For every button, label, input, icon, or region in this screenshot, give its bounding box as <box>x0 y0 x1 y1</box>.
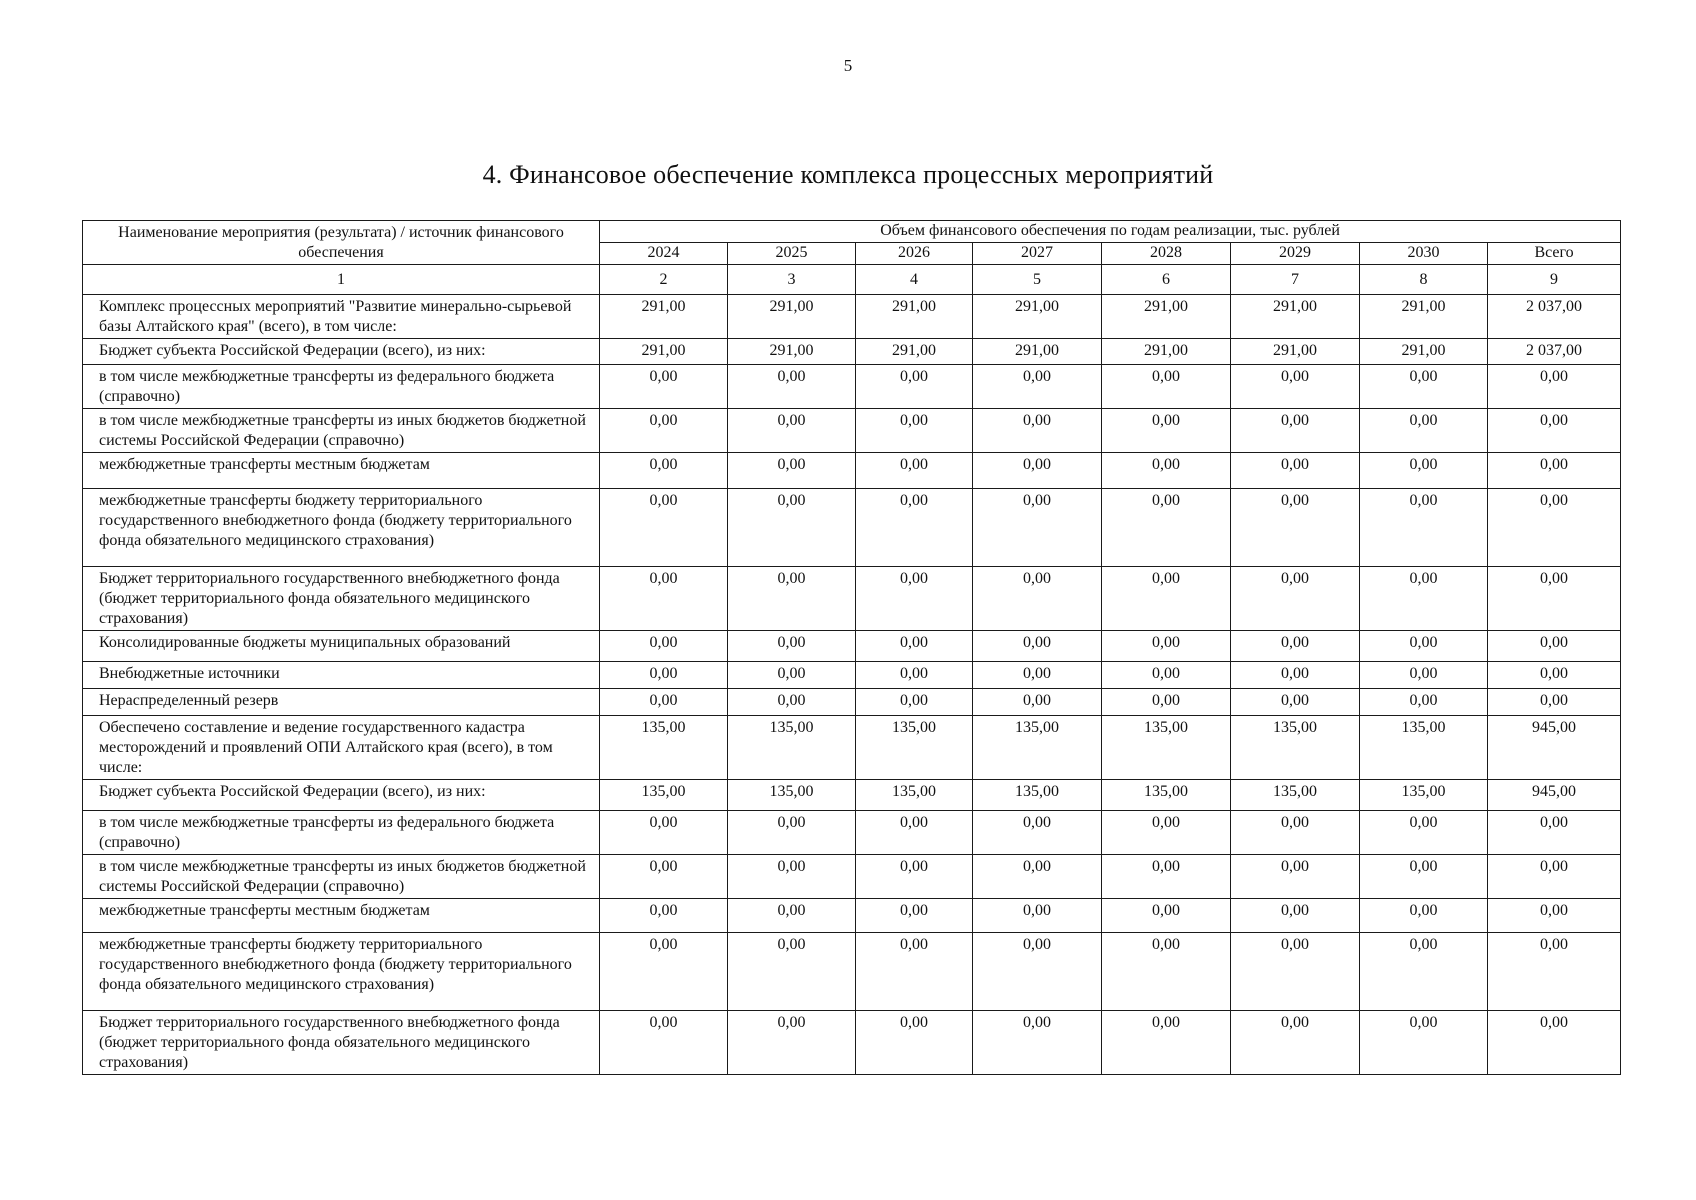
column-number-4: 4 <box>856 265 973 295</box>
table-row <box>83 453 1621 489</box>
row-value-cell: 0,00 <box>856 453 973 489</box>
row-total-cell: 0,00 <box>1488 365 1621 409</box>
row-value-cell: 0,00 <box>856 409 973 453</box>
row-value-cell: 135,00 <box>1360 780 1488 811</box>
row-value-cell: 135,00 <box>1360 716 1488 780</box>
row-name-cell: Бюджет субъекта Российской Федерации (всего), из них: <box>83 339 600 365</box>
row-value-cell: 0,00 <box>728 855 856 899</box>
row-value-cell: 0,00 <box>856 855 973 899</box>
row-value-cell: 291,00 <box>973 295 1102 339</box>
row-value-cell: 0,00 <box>856 489 973 567</box>
row-value-cell: 291,00 <box>856 295 973 339</box>
row-value-cell: 0,00 <box>973 453 1102 489</box>
row-total-cell: 0,00 <box>1488 453 1621 489</box>
row-value-cell: 135,00 <box>1231 716 1360 780</box>
table-row <box>83 567 1621 631</box>
row-value-cell: 0,00 <box>856 567 973 631</box>
row-value-cell: 291,00 <box>973 339 1102 365</box>
row-value-cell: 291,00 <box>728 295 856 339</box>
row-value-cell: 135,00 <box>856 780 973 811</box>
header-name-label: Наименование мероприятия (результата) / источник финансового обеспечения <box>118 224 564 261</box>
row-total-cell: 0,00 <box>1488 489 1621 567</box>
row-value-cell: 291,00 <box>1360 339 1488 365</box>
header-total: Всего <box>1488 243 1621 265</box>
row-value-cell: 0,00 <box>1360 899 1488 933</box>
table-row <box>83 855 1621 899</box>
row-value-cell: 0,00 <box>1102 489 1231 567</box>
row-value-cell: 0,00 <box>1231 689 1360 716</box>
header-row-column-numbers <box>83 265 1621 295</box>
row-name-cell: Бюджет территориального государственного внебюджетного фонда (бюджет территориального фонда обязательного медицинского страхования) <box>83 567 600 631</box>
row-total-cell: 2 037,00 <box>1488 295 1621 339</box>
column-number-6: 6 <box>1102 265 1231 295</box>
row-value-cell: 0,00 <box>600 899 728 933</box>
row-value-cell: 0,00 <box>728 933 856 1011</box>
row-value-cell: 0,00 <box>728 662 856 689</box>
row-value-cell: 0,00 <box>1102 689 1231 716</box>
row-value-cell: 0,00 <box>1231 1011 1360 1075</box>
header-year-2029: 2029 <box>1231 243 1360 265</box>
row-name-cell: Комплекс процессных мероприятий "Развитие минерально-сырьевой базы Алтайского края" (всего), в том числе: <box>83 295 600 339</box>
row-value-cell: 135,00 <box>973 780 1102 811</box>
column-number-1: 1 <box>83 265 600 295</box>
row-value-cell: 0,00 <box>600 631 728 662</box>
row-value-cell: 0,00 <box>973 409 1102 453</box>
row-name-cell: Нераспределенный резерв <box>83 689 600 716</box>
table-row <box>83 689 1621 716</box>
row-value-cell: 135,00 <box>728 716 856 780</box>
row-value-cell: 0,00 <box>728 631 856 662</box>
row-value-cell: 291,00 <box>1102 339 1231 365</box>
row-value-cell: 0,00 <box>973 855 1102 899</box>
page-number: 5 <box>843 56 853 75</box>
row-value-cell: 0,00 <box>856 933 973 1011</box>
row-value-cell: 0,00 <box>1102 933 1231 1011</box>
row-name-cell: Консолидированные бюджеты муниципальных образований <box>83 631 600 662</box>
row-value-cell: 291,00 <box>728 339 856 365</box>
row-value-cell: 0,00 <box>1102 631 1231 662</box>
row-value-cell: 0,00 <box>1360 1011 1488 1075</box>
row-value-cell: 0,00 <box>1102 365 1231 409</box>
row-total-cell: 0,00 <box>1488 933 1621 1011</box>
row-value-cell: 0,00 <box>973 365 1102 409</box>
table-row <box>83 716 1621 780</box>
table-row <box>83 933 1621 1011</box>
table-row <box>83 811 1621 855</box>
row-value-cell: 0,00 <box>1360 662 1488 689</box>
row-value-cell: 0,00 <box>1231 899 1360 933</box>
row-value-cell: 0,00 <box>600 933 728 1011</box>
table-row <box>83 1011 1621 1075</box>
row-value-cell: 0,00 <box>856 365 973 409</box>
row-value-cell: 135,00 <box>973 716 1102 780</box>
table-row <box>83 339 1621 365</box>
row-value-cell: 0,00 <box>1360 933 1488 1011</box>
row-value-cell: 135,00 <box>1102 780 1231 811</box>
row-value-cell: 0,00 <box>1102 855 1231 899</box>
row-name-cell: межбюджетные трансферты бюджету территориального государственного внебюджетного фонда (бюджету территориального фонда обязательного медицинского страхования) <box>83 489 600 567</box>
table-row <box>83 780 1621 811</box>
row-name-cell: Внебюджетные источники <box>83 662 600 689</box>
row-value-cell: 0,00 <box>728 567 856 631</box>
row-value-cell: 291,00 <box>1102 295 1231 339</box>
column-number-9: 9 <box>1488 265 1621 295</box>
row-total-cell: 0,00 <box>1488 811 1621 855</box>
row-value-cell: 0,00 <box>973 1011 1102 1075</box>
row-total-cell: 0,00 <box>1488 899 1621 933</box>
row-value-cell: 0,00 <box>1360 811 1488 855</box>
row-value-cell: 0,00 <box>973 933 1102 1011</box>
row-value-cell: 0,00 <box>973 567 1102 631</box>
row-value-cell: 0,00 <box>856 662 973 689</box>
row-name-cell: межбюджетные трансферты бюджету территориального государственного внебюджетного фонда (бюджету территориального фонда обязательного медицинского страхования) <box>83 933 600 1011</box>
row-value-cell: 0,00 <box>1231 567 1360 631</box>
row-value-cell: 0,00 <box>973 811 1102 855</box>
row-value-cell: 0,00 <box>1231 662 1360 689</box>
row-value-cell: 135,00 <box>1231 780 1360 811</box>
row-value-cell: 0,00 <box>1102 811 1231 855</box>
header-year-2024: 2024 <box>600 243 728 265</box>
table-row <box>83 489 1621 567</box>
row-value-cell: 0,00 <box>973 631 1102 662</box>
row-value-cell: 0,00 <box>1231 631 1360 662</box>
row-value-cell: 0,00 <box>1231 933 1360 1011</box>
row-value-cell: 0,00 <box>973 662 1102 689</box>
row-name-cell: Бюджет субъекта Российской Федерации (всего), из них: <box>83 780 600 811</box>
table-row <box>83 365 1621 409</box>
header-year-2025: 2025 <box>728 243 856 265</box>
row-value-cell: 0,00 <box>600 855 728 899</box>
row-value-cell: 0,00 <box>728 453 856 489</box>
row-name-cell: Бюджет территориального государственного внебюджетного фонда (бюджет территориального фонда обязательного медицинского страхования) <box>83 1011 600 1075</box>
row-value-cell: 0,00 <box>600 1011 728 1075</box>
row-value-cell: 0,00 <box>1102 453 1231 489</box>
row-name-cell: в том числе межбюджетные трансферты из иных бюджетов бюджетной системы Российской Федерации (справочно) <box>83 409 600 453</box>
header-name-cell <box>83 221 600 265</box>
row-value-cell: 0,00 <box>600 567 728 631</box>
row-value-cell: 0,00 <box>1360 489 1488 567</box>
row-value-cell: 0,00 <box>728 365 856 409</box>
row-value-cell: 0,00 <box>728 811 856 855</box>
row-value-cell: 0,00 <box>856 899 973 933</box>
row-value-cell: 0,00 <box>856 631 973 662</box>
row-total-cell: 945,00 <box>1488 716 1621 780</box>
row-value-cell: 0,00 <box>728 489 856 567</box>
row-value-cell: 135,00 <box>600 716 728 780</box>
row-value-cell: 291,00 <box>600 295 728 339</box>
row-value-cell: 0,00 <box>1102 567 1231 631</box>
row-value-cell: 291,00 <box>600 339 728 365</box>
header-year-2027: 2027 <box>973 243 1102 265</box>
row-value-cell: 291,00 <box>1231 295 1360 339</box>
column-number-2: 2 <box>600 265 728 295</box>
row-value-cell: 0,00 <box>600 811 728 855</box>
financing-table-body <box>83 221 1621 1075</box>
row-name-cell: Обеспечено составление и ведение государственного кадастра месторождений и проявлений ОПИ Алтайского края (всего), в том числе: <box>83 716 600 780</box>
row-value-cell: 0,00 <box>1360 689 1488 716</box>
row-value-cell: 135,00 <box>1102 716 1231 780</box>
row-total-cell: 0,00 <box>1488 1011 1621 1075</box>
header-volume-cell: Объем финансового обеспечения по годам реализации, тыс. рублей <box>600 221 1621 243</box>
row-value-cell: 0,00 <box>1231 453 1360 489</box>
header-year-2028: 2028 <box>1102 243 1231 265</box>
row-value-cell: 0,00 <box>728 689 856 716</box>
header-year-2026: 2026 <box>856 243 973 265</box>
row-total-cell: 0,00 <box>1488 689 1621 716</box>
row-value-cell: 0,00 <box>1231 365 1360 409</box>
row-value-cell: 0,00 <box>600 365 728 409</box>
table-row <box>83 662 1621 689</box>
row-value-cell: 0,00 <box>1102 1011 1231 1075</box>
row-value-cell: 0,00 <box>1360 855 1488 899</box>
row-value-cell: 0,00 <box>1231 811 1360 855</box>
row-value-cell: 0,00 <box>856 1011 973 1075</box>
row-total-cell: 945,00 <box>1488 780 1621 811</box>
column-number-8: 8 <box>1360 265 1488 295</box>
row-value-cell: 0,00 <box>600 489 728 567</box>
table-row <box>83 295 1621 339</box>
row-value-cell: 135,00 <box>728 780 856 811</box>
row-value-cell: 0,00 <box>1231 855 1360 899</box>
row-value-cell: 0,00 <box>600 662 728 689</box>
row-value-cell: 0,00 <box>600 453 728 489</box>
table-row <box>83 631 1621 662</box>
row-value-cell: 0,00 <box>1360 453 1488 489</box>
section-title: 4. Финансовое обеспечение комплекса процессных мероприятий <box>482 160 1214 189</box>
row-value-cell: 291,00 <box>856 339 973 365</box>
table-row <box>83 899 1621 933</box>
row-name-cell: межбюджетные трансферты местным бюджетам <box>83 453 600 489</box>
row-value-cell: 135,00 <box>856 716 973 780</box>
row-value-cell: 135,00 <box>600 780 728 811</box>
financing-table <box>82 220 1621 1075</box>
row-total-cell: 0,00 <box>1488 855 1621 899</box>
row-value-cell: 0,00 <box>1231 489 1360 567</box>
row-value-cell: 0,00 <box>973 689 1102 716</box>
row-name-cell: в том числе межбюджетные трансферты из федерального бюджета (справочно) <box>83 811 600 855</box>
row-name-cell: межбюджетные трансферты местным бюджетам <box>83 899 600 933</box>
row-value-cell: 0,00 <box>728 1011 856 1075</box>
row-value-cell: 0,00 <box>728 899 856 933</box>
row-value-cell: 0,00 <box>973 899 1102 933</box>
column-number-5: 5 <box>973 265 1102 295</box>
row-value-cell: 0,00 <box>1360 567 1488 631</box>
row-value-cell: 0,00 <box>973 489 1102 567</box>
header-row-top <box>83 221 1621 243</box>
row-value-cell: 0,00 <box>1102 409 1231 453</box>
row-total-cell: 2 037,00 <box>1488 339 1621 365</box>
row-value-cell: 0,00 <box>1360 631 1488 662</box>
table-row <box>83 409 1621 453</box>
row-value-cell: 0,00 <box>1102 899 1231 933</box>
row-value-cell: 0,00 <box>856 811 973 855</box>
row-total-cell: 0,00 <box>1488 662 1621 689</box>
row-value-cell: 0,00 <box>1102 662 1231 689</box>
row-value-cell: 0,00 <box>856 689 973 716</box>
row-total-cell: 0,00 <box>1488 631 1621 662</box>
header-year-2030: 2030 <box>1360 243 1488 265</box>
column-number-7: 7 <box>1231 265 1360 295</box>
row-name-cell: в том числе межбюджетные трансферты из иных бюджетов бюджетной системы Российской Федерации (справочно) <box>83 855 600 899</box>
row-name-cell: в том числе межбюджетные трансферты из федерального бюджета (справочно) <box>83 365 600 409</box>
row-value-cell: 291,00 <box>1360 295 1488 339</box>
row-value-cell: 0,00 <box>1360 365 1488 409</box>
row-value-cell: 0,00 <box>1231 409 1360 453</box>
row-total-cell: 0,00 <box>1488 567 1621 631</box>
row-value-cell: 0,00 <box>1360 409 1488 453</box>
row-value-cell: 0,00 <box>600 689 728 716</box>
row-value-cell: 0,00 <box>600 409 728 453</box>
column-number-3: 3 <box>728 265 856 295</box>
row-total-cell: 0,00 <box>1488 409 1621 453</box>
row-value-cell: 0,00 <box>728 409 856 453</box>
row-value-cell: 291,00 <box>1231 339 1360 365</box>
